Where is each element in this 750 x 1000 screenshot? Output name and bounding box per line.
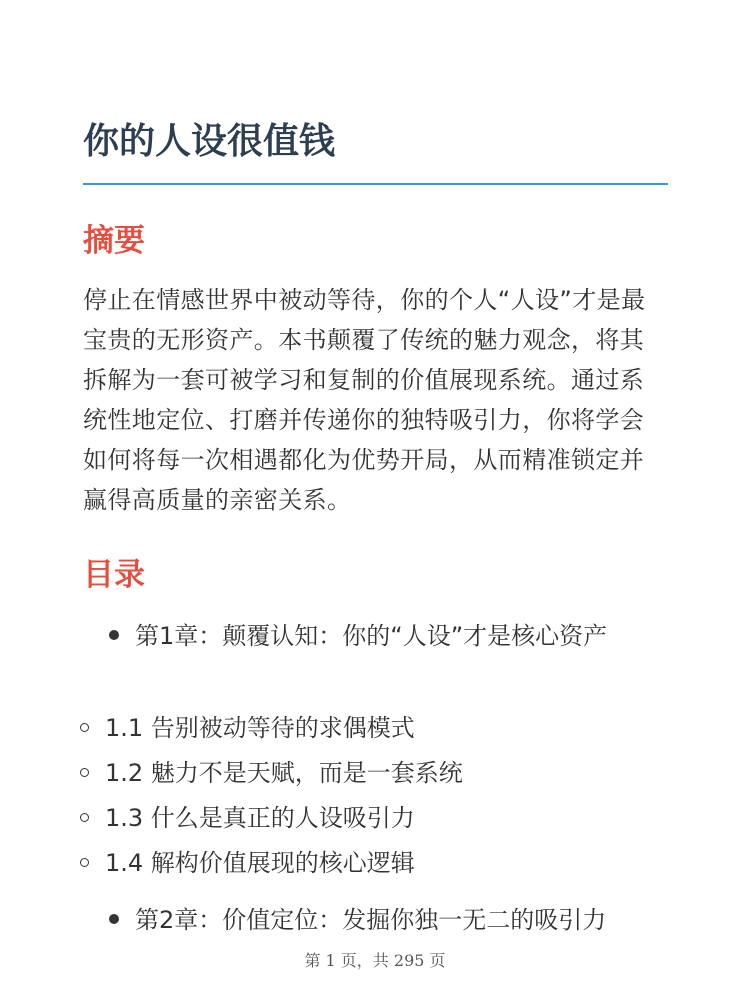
bullet-circle-icon xyxy=(80,813,89,822)
bullet-circle-icon xyxy=(80,858,89,867)
toc-chapter-2 xyxy=(135,900,668,940)
toc-section-1-3 xyxy=(105,798,463,843)
title-divider xyxy=(83,183,668,185)
bullet-disc-icon xyxy=(109,630,119,640)
toc-section-label: 1.1 告别被动等待的求偶模式 xyxy=(105,714,415,742)
toc-chapter-list xyxy=(135,616,668,656)
toc-section-1-2 xyxy=(105,753,463,798)
toc-section-1-4 xyxy=(105,843,463,888)
summary-paragraph: 停止在情感世界中被动等待，你的个人“人设”才是最宝贵的无形资产。本书颠覆了传统的魅力观念，将其拆解为一套可被学习和复制的价值展现系统。通过系统性地定位、打磨并传递你的独特吸引力，你将学会如何将每一次相遇都化为优势开局，从而精准锁定并赢得高质量的亲密关系。 xyxy=(83,286,646,514)
toc-chapter-2-label: 第2章：价值定位：发掘你独一无二的吸引力 xyxy=(135,906,607,934)
toc-heading: 目录 xyxy=(83,557,145,593)
toc-chapter-1 xyxy=(135,616,668,656)
page-number-footer: 第 1 页，共 295 页 xyxy=(304,951,446,970)
bullet-circle-icon xyxy=(80,723,89,732)
toc-section-label: 1.2 魅力不是天赋，而是一套系统 xyxy=(105,759,463,787)
toc-chapter-list-continued xyxy=(135,900,668,940)
summary-heading: 摘要 xyxy=(83,223,145,259)
bullet-disc-icon xyxy=(109,914,119,924)
toc-chapter-1-label: 第1章：颠覆认知：你的“人设”才是核心资产 xyxy=(135,622,608,650)
toc-section-list xyxy=(105,708,463,888)
bullet-circle-icon xyxy=(80,768,89,777)
toc-section-label: 1.4 解构价值展现的核心逻辑 xyxy=(105,849,415,877)
book-title: 你的人设很值钱 xyxy=(83,121,336,162)
toc-section-1-1 xyxy=(105,708,463,753)
toc-section-label: 1.3 什么是真正的人设吸引力 xyxy=(105,804,415,832)
